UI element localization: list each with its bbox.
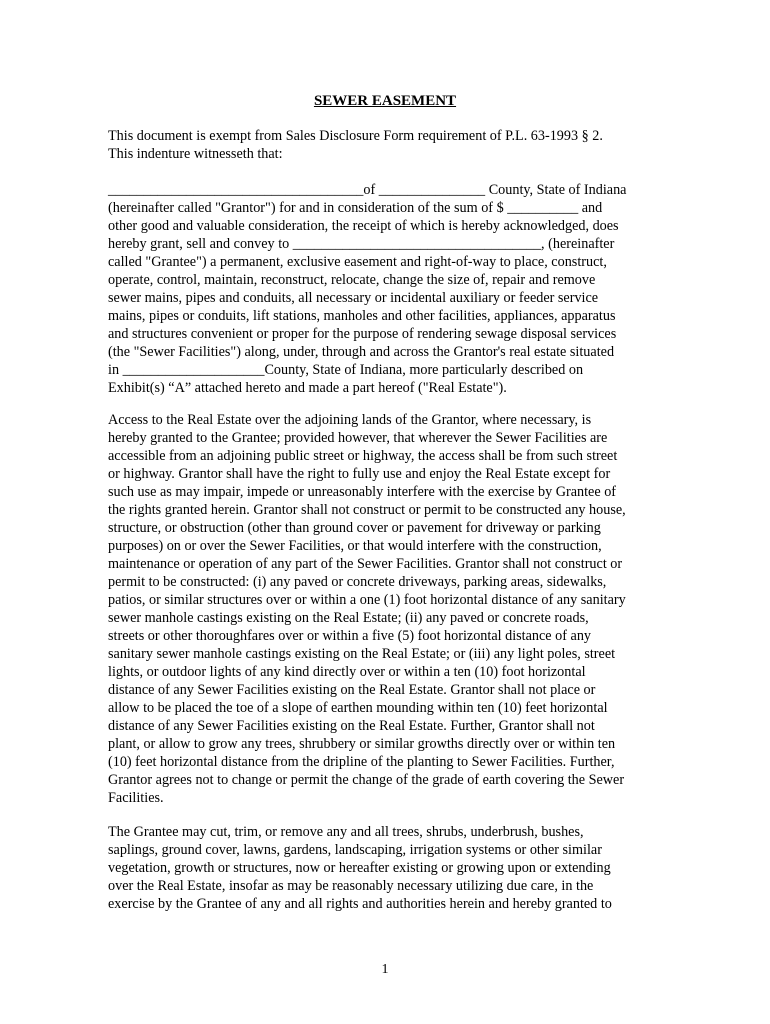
text-line: plant, or allow to grow any trees, shrubbery or similar growths directly over or within ten	[108, 736, 616, 752]
text-line: hereby grant, sell and convey to ___________________________________, (hereinafter	[108, 236, 615, 252]
text-line: or highway. Grantor shall have the right to fully use and enjoy the Real Estate except for	[108, 466, 611, 482]
text-line: called "Grantee") a permanent, exclusive easement and right-of-way to place, construct,	[108, 254, 607, 270]
text-line: allow to be placed the toe of a slope of earthen mounding within ten (10) feet horizontal	[108, 700, 608, 716]
text-line: accessible from an adjoining public street or highway, the access shall be from such street	[108, 448, 618, 464]
text-line: permit to be constructed: (i) any paved or concrete driveways, parking areas, sidewalks,	[108, 574, 607, 590]
text-line: This indenture witnesseth that:	[108, 146, 283, 162]
vegetation-paragraph	[108, 823, 688, 913]
text-line: Exhibit(s) “A” attached hereto and made a part hereof ("Real Estate").	[108, 380, 507, 396]
text-line: sewer manhole castings existing on the Real Estate; (ii) any paved or concrete roads,	[108, 610, 589, 626]
text-line: hereby granted to the Grantee; provided however, that wherever the Sewer Facilities are	[108, 430, 608, 446]
text-line: operate, control, maintain, reconstruct, relocate, change the size of, repair and remove	[108, 272, 596, 288]
text-line: maintenance or operation of any part of the Sewer Facilities. Grantor shall not construct or	[108, 556, 623, 572]
text-line: (10) feet horizontal distance from the dripline of the planting to Sewer Facilities. Further,	[108, 754, 615, 770]
text-line: in ____________________County, State of Indiana, more particularly described on	[108, 362, 584, 378]
text-line: purposes) on or over the Sewer Facilities, or that would interfere with the construction,	[108, 538, 602, 554]
text-line: lights, or outdoor lights of any kind directly over or within a ten (10) foot horizontal	[108, 664, 586, 680]
text-line: over the Real Estate, insofar as may be reasonably necessary utilizing due care, in the	[108, 878, 594, 894]
text-line: sanitary sewer manhole castings existing on the Real Estate; or (iii) any light poles, street	[108, 646, 616, 662]
text-line: patios, or similar structures over or within a one (1) foot horizontal distance of any sanitary	[108, 592, 626, 608]
text-line: (the "Sewer Facilities") along, under, through and across the Grantor's real estate situated	[108, 344, 615, 360]
text-line: The Grantee may cut, trim, or remove any and all trees, shrubs, underbrush, bushes,	[108, 824, 584, 840]
text-line: such use as may impair, impede or unreasonably interfere with the exercise by Grantee of	[108, 484, 617, 500]
text-line: exercise by the Grantee of any and all rights and authorities herein and hereby granted to	[108, 896, 612, 912]
document-title: SEWER EASEMENT	[313, 93, 457, 109]
text-line: distance of any Sewer Facilities existing on the Real Estate. Further, Grantor shall not	[108, 718, 595, 734]
text-line: This document is exempt from Sales Disclosure Form requirement of P.L. 63-1993 § 2.	[108, 128, 603, 144]
text-line: sewer mains, pipes and conduits, all necessary or incidental auxiliary or feeder service	[108, 290, 599, 306]
access-paragraph	[108, 411, 688, 807]
text-line: mains, pipes or conduits, lift stations, manholes and other facilities, appliances, apparatus	[108, 308, 616, 324]
text-line: (hereinafter called "Grantor") for and in consideration of the sum of $ __________ and	[108, 200, 603, 216]
page-number: 1	[381, 962, 389, 977]
text-line: structure, or obstruction (other than ground cover or pavement for driveway or parking	[108, 520, 601, 536]
text-line: Access to the Real Estate over the adjoining lands of the Grantor, where necessary, is	[108, 412, 592, 428]
text-line: Grantor agrees not to change or permit the change of the grade of earth covering the Sewer	[108, 772, 625, 788]
text-line: ____________________________________of _______________ County, State of Indiana	[108, 182, 627, 198]
text-line: distance of any Sewer Facilities existing on the Real Estate. Grantor shall not place or	[108, 682, 596, 698]
text-line: streets or other thoroughfares over or within a five (5) foot horizontal distance of any	[108, 628, 592, 644]
text-line: Facilities.	[108, 790, 164, 806]
text-line: the rights granted herein. Grantor shall not construct or permit to be constructed any house,	[108, 502, 626, 518]
intro-paragraph	[108, 127, 688, 163]
text-line: and structures convenient or proper for the purpose of rendering sewage disposal services	[108, 326, 617, 342]
text-line: vegetation, growth or structures, now or hereafter existing or growing upon or extending	[108, 860, 611, 876]
text-line: other good and valuable consideration, the receipt of which is hereby acknowledged, does	[108, 218, 619, 234]
grant-paragraph	[108, 181, 688, 397]
text-line: saplings, ground cover, lawns, gardens, landscaping, irrigation systems or other similar	[108, 842, 602, 858]
